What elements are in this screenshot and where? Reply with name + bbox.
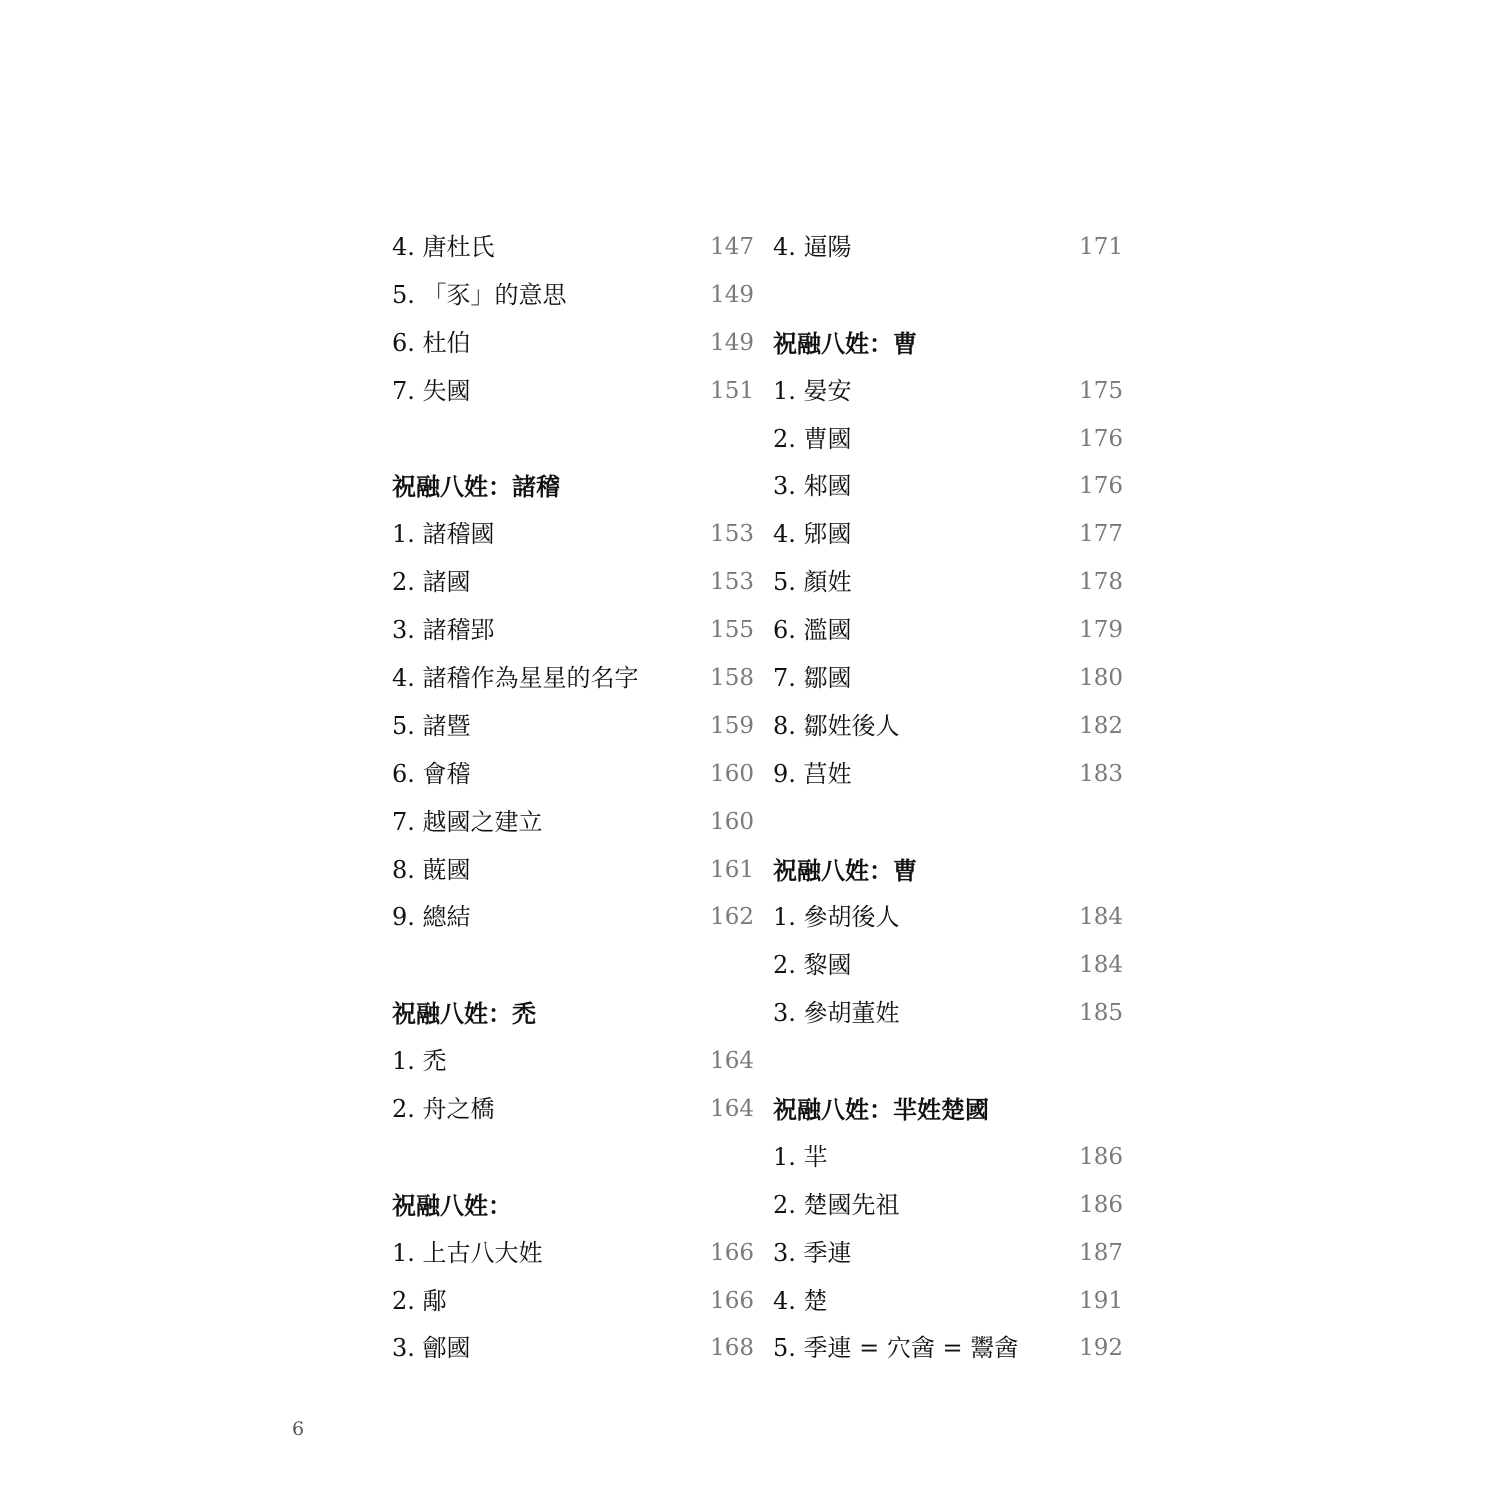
entry-title: 2. 楚國先祖: [773, 1190, 900, 1219]
entry-page-number: 149: [710, 281, 754, 308]
entry-title: 2. 舟之橋: [392, 1095, 495, 1124]
entry-title: 2. 黎國: [773, 951, 852, 980]
toc-entry: [392, 511, 754, 559]
toc-entry: [773, 1278, 1123, 1326]
entry-title: 7. 失國: [392, 376, 471, 405]
toc-entry: [773, 559, 1123, 607]
toc-spacer: [392, 416, 754, 464]
section-title: 祝融八姓：諸稽: [392, 472, 560, 502]
entry-page-number: 162: [710, 904, 754, 931]
entry-page-number: 176: [1079, 473, 1123, 500]
toc-section-heading: [392, 990, 754, 1038]
entry-page-number: 182: [1079, 712, 1123, 739]
entry-title: 7. 越國之建立: [392, 807, 543, 836]
entry-page-number: 158: [710, 665, 754, 692]
entry-title: 3. 季連: [773, 1238, 852, 1267]
entry-page-number: 186: [1079, 1191, 1123, 1218]
entry-page-number: 180: [1079, 665, 1123, 692]
entry-page-number: 187: [1079, 1239, 1123, 1266]
toc-entry: [773, 1230, 1123, 1278]
toc-entry: [392, 799, 754, 847]
entry-title: 5. 諸暨: [392, 711, 471, 740]
toc-entry: [773, 463, 1123, 511]
toc-entry: [392, 272, 754, 320]
toc-entry: [392, 320, 754, 368]
entry-title: 3. 邾國: [773, 472, 852, 501]
entry-page-number: 184: [1079, 952, 1123, 979]
toc-spacer: [392, 1134, 754, 1182]
entry-page-number: 186: [1079, 1143, 1123, 1170]
toc-entry: [773, 416, 1123, 464]
toc-entry: [392, 894, 754, 942]
entry-title: 8. 鄒姓後人: [773, 711, 900, 740]
toc-entry: [392, 655, 754, 703]
entry-page-number: 155: [710, 617, 754, 644]
entry-page-number: 171: [1079, 234, 1123, 260]
entry-page-number: 176: [1079, 425, 1123, 452]
toc-entry: [392, 1086, 754, 1134]
entry-page-number: 164: [710, 1096, 754, 1123]
toc-entry: [773, 607, 1123, 655]
entry-page-number: 168: [710, 1335, 754, 1362]
entry-title: 5. 季連 = 穴酓 = 鬻酓: [773, 1334, 1019, 1363]
entry-title: 3. 參胡董姓: [773, 999, 900, 1028]
entry-page-number: 164: [710, 1048, 754, 1075]
toc-entry: [773, 655, 1123, 703]
toc-entry: [773, 990, 1123, 1038]
toc-entry: [773, 703, 1123, 751]
section-title: 祝融八姓：禿: [392, 999, 536, 1029]
toc-entry: [392, 607, 754, 655]
toc-entry: [773, 368, 1123, 416]
toc-spacer: [773, 1038, 1123, 1086]
toc-entry: [392, 368, 754, 416]
entry-title: 1. 晏安: [773, 376, 852, 405]
entry-title: 9. 莒姓: [773, 759, 852, 788]
entry-title: 1. 參胡後人: [773, 903, 900, 932]
toc-section-heading: [773, 847, 1123, 895]
entry-title: 3. 諸稽郢: [392, 616, 495, 645]
toc-left-column: [392, 224, 754, 1373]
toc-spacer: [773, 799, 1123, 847]
entry-title: 1. 羋: [773, 1142, 828, 1171]
toc-entry: [392, 703, 754, 751]
toc-entry: [392, 847, 754, 895]
toc-entry: [392, 224, 754, 272]
entry-page-number: 153: [710, 569, 754, 596]
entry-title: 4. 郳國: [773, 520, 852, 549]
entry-page-number: 183: [1079, 760, 1123, 787]
entry-title: 2. 鄅: [392, 1286, 447, 1315]
toc-section-heading: [773, 320, 1123, 368]
toc-entry: [392, 1325, 754, 1373]
entry-title: 2. 曹國: [773, 424, 852, 453]
entry-title: 4. 諸稽作為星星的名字: [392, 664, 639, 693]
section-title: 祝融八姓：曹: [773, 855, 917, 885]
entry-page-number: 159: [710, 712, 754, 739]
entry-page-number: 166: [710, 1239, 754, 1266]
entry-title: 6. 濫國: [773, 616, 852, 645]
toc-spacer: [392, 942, 754, 990]
entry-page-number: 175: [1079, 377, 1123, 404]
toc-section-heading: [392, 1182, 754, 1230]
toc-entry: [392, 1038, 754, 1086]
entry-title: 1. 上古八大姓: [392, 1238, 543, 1267]
entry-page-number: 177: [1079, 521, 1123, 548]
entry-title: 1. 禿: [392, 1047, 447, 1076]
entry-title: 6. 杜伯: [392, 328, 471, 357]
toc-entry: [392, 1278, 754, 1326]
entry-title: 4. 逼陽: [773, 233, 852, 261]
entry-page-number: 184: [1079, 904, 1123, 931]
toc-section-heading: [392, 463, 754, 511]
entry-page-number: 191: [1079, 1287, 1123, 1314]
toc-entry: [392, 559, 754, 607]
entry-title: 6. 會稽: [392, 759, 471, 788]
entry-page-number: 151: [710, 377, 754, 404]
entry-page-number: 179: [1079, 617, 1123, 644]
entry-page-number: 160: [710, 760, 754, 787]
toc-entry: [773, 894, 1123, 942]
toc-section-heading: [773, 1086, 1123, 1134]
entry-page-number: 147: [710, 234, 754, 260]
entry-page-number: 192: [1079, 1335, 1123, 1362]
entry-title: 9. 總結: [392, 903, 471, 932]
toc-entry: [773, 942, 1123, 990]
entry-title: 5. 顏姓: [773, 568, 852, 597]
toc-entry: [392, 751, 754, 799]
entry-page-number: 161: [710, 856, 754, 883]
entry-title: 3. 鄶國: [392, 1334, 471, 1363]
toc-entry: [773, 1325, 1123, 1373]
entry-title: 5. 「豕」的意思: [392, 280, 567, 309]
entry-title: 7. 鄒國: [773, 664, 852, 693]
toc-entry: [773, 751, 1123, 799]
entry-page-number: 166: [710, 1287, 754, 1314]
entry-page-number: 160: [710, 808, 754, 835]
section-title: 祝融八姓：羋姓楚國: [773, 1095, 989, 1125]
section-title: 祝融八姓：曹: [773, 328, 917, 358]
entry-title: 2. 諸國: [392, 568, 471, 597]
toc-spacer: [773, 272, 1123, 320]
entry-page-number: 178: [1079, 569, 1123, 596]
toc-entry: [773, 224, 1123, 272]
toc-entry: [773, 1182, 1123, 1230]
toc-entry: [392, 1230, 754, 1278]
toc-entry: [773, 1134, 1123, 1182]
entry-page-number: 153: [710, 521, 754, 548]
toc-right-column: [773, 224, 1123, 1373]
entry-title: 4. 楚: [773, 1286, 828, 1315]
section-title: 祝融八姓：: [392, 1190, 512, 1220]
entry-title: 4. 唐杜氏: [392, 233, 495, 261]
entry-title: 1. 諸稽國: [392, 520, 495, 549]
toc-entry: [773, 511, 1123, 559]
page-number: 6: [292, 1418, 305, 1440]
entry-title: 8. 蔇國: [392, 855, 471, 884]
entry-page-number: 185: [1079, 1000, 1123, 1027]
entry-page-number: 149: [710, 329, 754, 356]
